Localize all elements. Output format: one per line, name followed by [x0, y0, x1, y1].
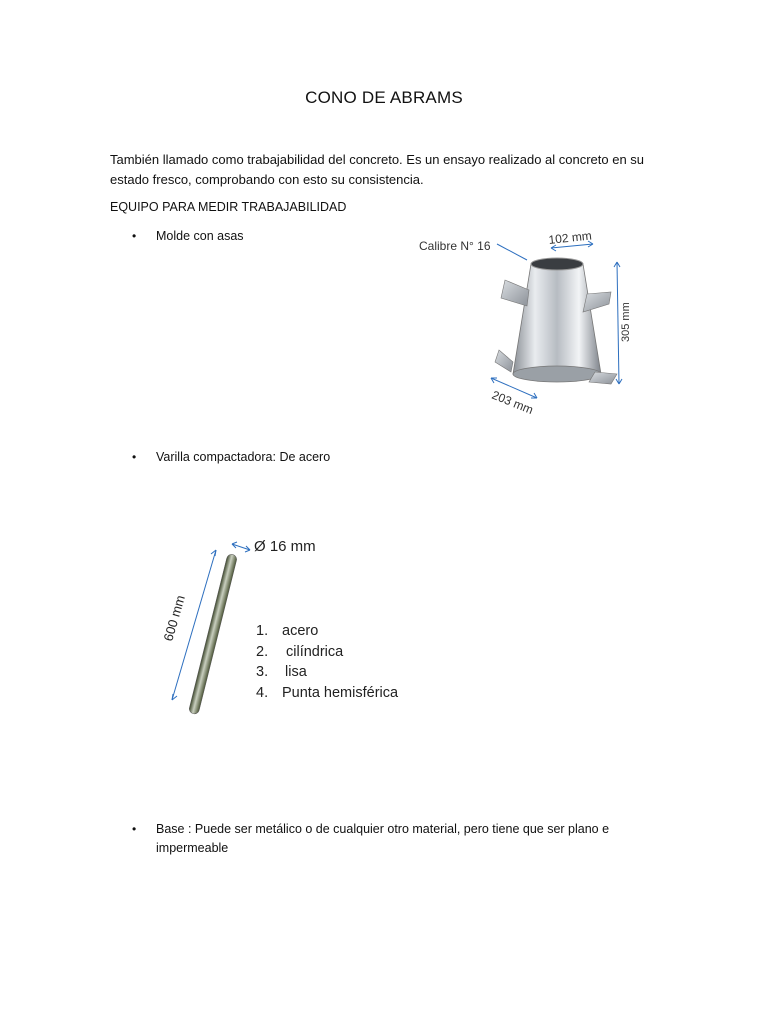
cone-bottom-rim — [513, 366, 601, 382]
page-title: CONO DE ABRAMS — [305, 88, 463, 107]
bullet-text: Molde con asas — [156, 229, 244, 243]
height-label: 305 mm — [620, 302, 632, 342]
caliber-label: Calibre N° 16 — [419, 239, 491, 253]
list-item: 3. lisa — [256, 664, 307, 680]
list-item: 2. cilíndrica — [256, 643, 344, 660]
bullet-text: Varilla compactadora: De acero — [156, 450, 331, 464]
left-foot — [495, 350, 513, 372]
cone-body — [513, 264, 601, 374]
intro-paragraph: También llamado como trabajabilidad del concreto. Es un ensayo realizado al concreto en su estado fresco, comprobando con esto su consistencia. — [110, 152, 645, 187]
bullet-icon: • — [132, 450, 137, 464]
length-label: 600 mm — [160, 593, 188, 643]
list-item: 4. Punta hemisférica — [256, 684, 399, 701]
bullet-icon: • — [132, 229, 137, 243]
height-arrow — [617, 262, 619, 384]
bottom-diameter-label: 203 mm — [489, 387, 536, 418]
diameter-label: Ø 16 mm — [254, 538, 316, 555]
list-item: 1. acero — [256, 623, 319, 639]
section-heading: EQUIPO PARA MEDIR TRABAJABILIDAD — [110, 200, 347, 214]
rod-properties-list — [256, 621, 398, 703]
bullet-item-molde — [132, 229, 244, 243]
cone-figure — [405, 222, 645, 422]
rod — [188, 553, 237, 715]
right-handle — [583, 292, 611, 312]
caliber-pointer — [497, 244, 527, 260]
cone-top-opening — [531, 258, 583, 270]
left-handle — [501, 280, 529, 306]
bullet-item-base — [132, 820, 636, 858]
bullet-icon: • — [132, 822, 137, 836]
bullet-text: Base : Puede ser metálico o de cualquier otro material, pero tiene que ser plano e impermeable — [156, 822, 610, 855]
top-diameter-label: 102 mm — [547, 228, 593, 247]
bullet-item-varilla — [132, 450, 331, 464]
